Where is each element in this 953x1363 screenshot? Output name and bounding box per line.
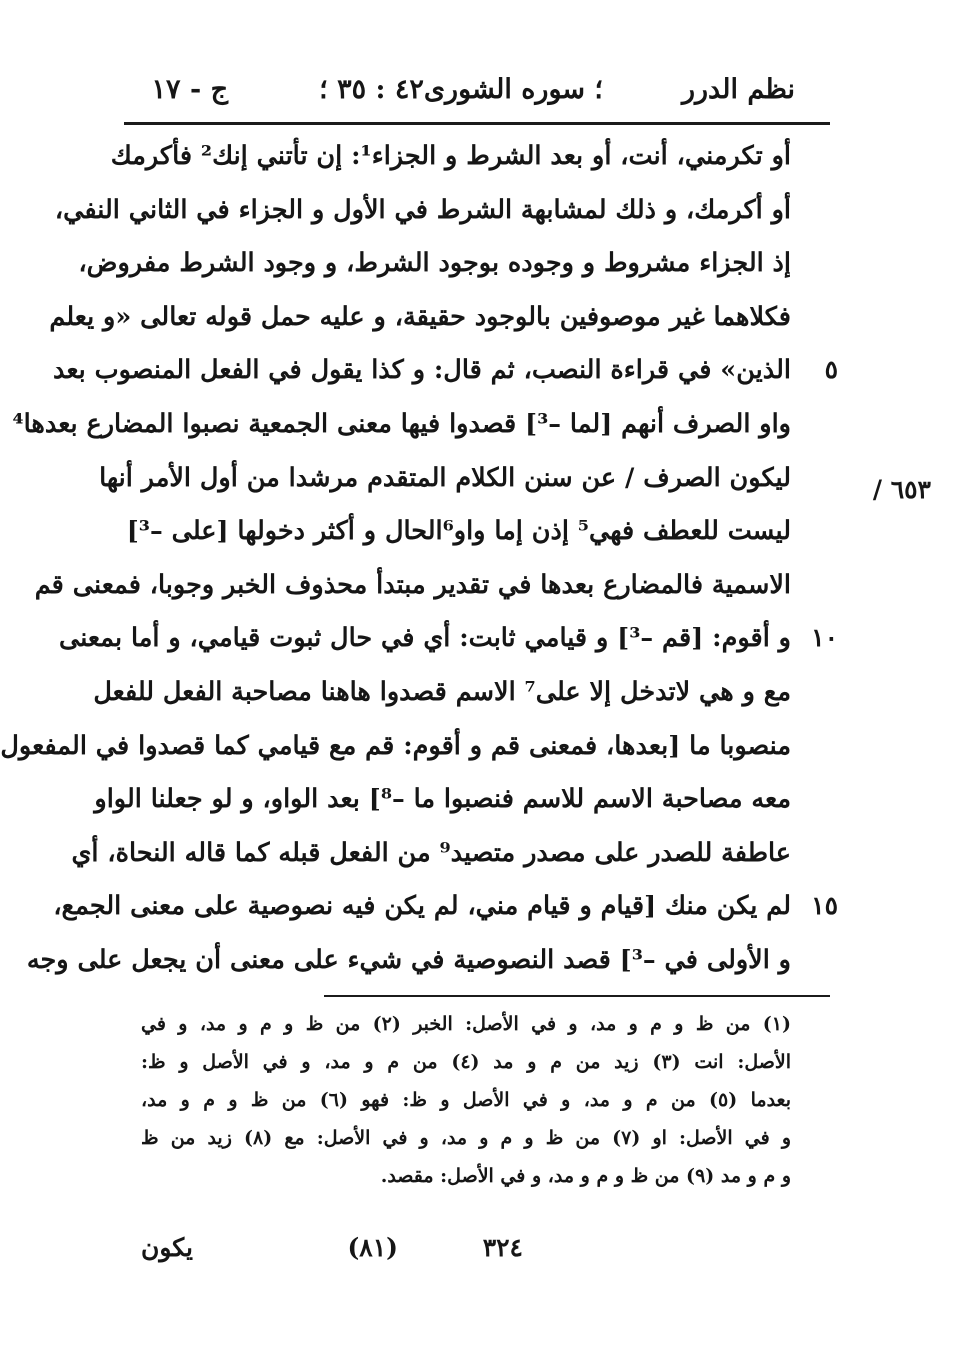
text-line: منصوبا ما [بعدها، فمعنى قم و أقوم: قم مع قيامي كما قصدوا في المفعول [0,730,791,761]
volume-number: ج - ١٧ [151,74,228,105]
text-line: مع و هي لاتدخل إلا على⁷ الاسم قصدوا هاهنا مصاحبة الفعل للفعل [93,676,791,707]
footnote-line: (١) من ظ و م و مد، و في الأصل: الخبر (٢) من ظ و م و مد، و في [141,1013,791,1035]
text-line: فكلاهما غير موصوفين بالوجود حقيقة، و عليه حمل قوله تعالى «و يعلم [49,301,791,332]
catchword: يكون [140,1233,193,1262]
text-line: إذ الجزاء مشروط و وجوده بوجود الشرط، و وجود الشرط مفروض، [78,248,791,279]
line-number-15: ١٥ [811,891,838,920]
page-number: ٣٢٤ [482,1233,523,1262]
text-line: أو تكرمني، أنت، أو بعد الشرط و الجزاء¹: إن تأتني إنك² فأكرمك [110,141,791,171]
book-title: نظم الدرر [681,74,795,105]
text-line: ليست للعطف فهي⁵ إذن إما واو⁶الحال و أكثر دخولها [على –³] [126,516,791,547]
footnote-line: و م و مد (٩) من ظ و م و مد، و في الأصل: مقصد. [380,1165,791,1187]
text-line: الاسمية فالمضارع بعدها في تقدير مبتدأ محذوف الخبر وجوبا، فمعنى قم [34,569,791,600]
line-number-10: ١٠ [811,623,838,652]
text-line: ليكون الصرف / عن سنن الكلام المتقدم مرشدا من أول الأمر أنها [99,462,791,493]
line-number-5: ٥ [824,355,838,384]
text-line: معه مصاحبة الاسم للاسم فنصبوا ما –⁸] بعد الواو، و لو جعلنا الواو [94,784,791,815]
signature-mark: (٨١) [347,1233,398,1262]
footnote-line: بعدما (٥) من م و مد، و في الأصل و ظ: فهو (٦) من ظ و م و مد، [141,1089,791,1111]
main-text [0,130,791,988]
text-line: عاطفة للصدر على مصدر متصيد⁹ من الفعل قبله كما قاله النحاة، أي [71,837,791,868]
manuscript-folio-marker: ٦٥٣ / [872,475,931,504]
text-line: و أقوم: [قم –³] و قيامي ثابت: أي في حال ثبوت قيامي، و أما بمعنى [58,623,791,654]
footnote-line: و في الأصل: او (٧) من ظ و م و مد، و في الأصل: مع (٨) زيد من ظ [141,1127,791,1149]
footnote-rule [324,995,830,997]
footnote-line: الأصل: انت (٣) زيد من م و مد (٤) من م و مد، و في الأصل و ظ: [141,1051,791,1073]
surah-reference: ؛ سوره الشورى٤٢ : ٣٥ ؛ [319,74,603,105]
text-line: أو أكرمك، و ذلك لمشابهة الشرط في الأول و الجزاء في الثاني النفي، [54,194,791,225]
text-line: و الأولى في –³] قصد النصوصية في شيء على معنى أن يجعل على وجه [26,944,791,975]
text-line: واو الصرف أنهم [لما –³] قصدوا فيها معنى الجمعية نصبوا المضارع بعدها⁴ [12,408,791,439]
header-rule [124,122,830,125]
text-line: الذين» في قراءة النصب، ثم قال: و كذا يقول في الفعل المنصوب بعد [52,355,791,386]
footnotes [141,1005,791,1195]
text-line: لم يكن منك [قيام و قيام مني، لم يكن فيه نصوصية على معنى الجمع، [53,891,791,922]
